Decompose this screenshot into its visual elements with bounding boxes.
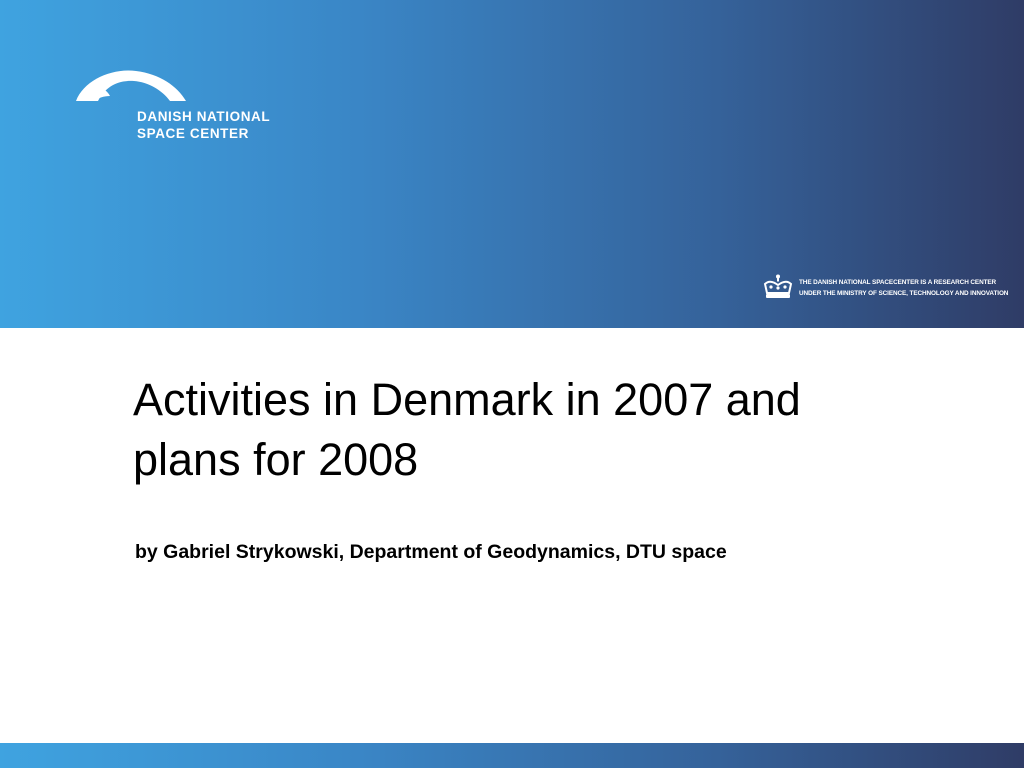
slide-subtitle: by Gabriel Strykowski, Department of Geodynamics, DTU space	[135, 541, 727, 563]
ministry-line-1: THE DANISH NATIONAL SPACECENTER IS A RESEARCH CENTER	[799, 279, 997, 286]
footer-band	[0, 743, 1024, 768]
header-band	[0, 0, 1024, 328]
slide-title	[133, 370, 933, 490]
title-line-1: Activities in Denmark in 2007 and	[133, 374, 801, 425]
dnsc-logo	[74, 68, 314, 148]
logo-name-line-2: SPACE CENTER	[137, 126, 249, 141]
title-line-2: plans for 2008	[133, 434, 419, 485]
ministry-notice	[762, 274, 1012, 302]
ministry-line-2: UNDER THE MINISTRY OF SCIENCE, TECHNOLOGY AND INNOVATION	[799, 290, 1009, 297]
arch-logo-icon	[74, 68, 194, 104]
crown-icon	[762, 274, 794, 300]
logo-name-line-1: DANISH NATIONAL	[137, 109, 271, 124]
